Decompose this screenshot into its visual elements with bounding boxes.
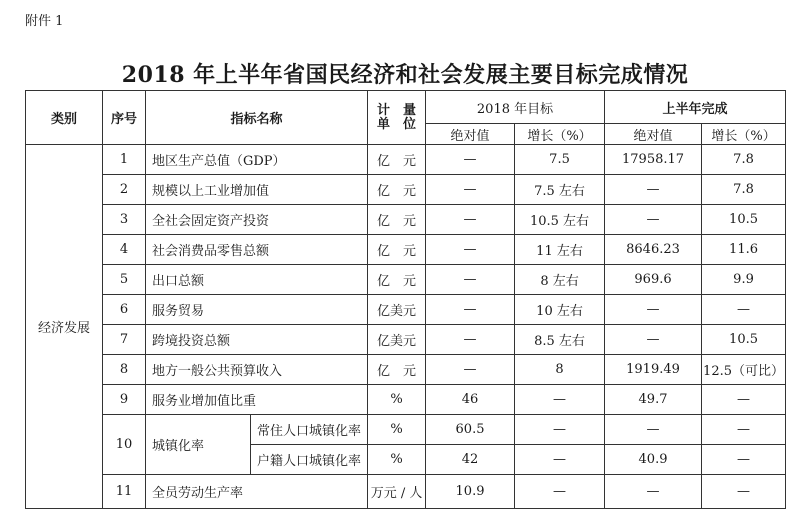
targets-table	[25, 90, 786, 509]
row-actual-growth: 7.8	[702, 175, 786, 205]
row-unit: 亿美元	[368, 295, 426, 325]
row-seq: 7	[103, 325, 146, 355]
row-target-growth: —	[515, 475, 605, 509]
row-actual-growth: —	[702, 475, 786, 509]
row-actual-growth: 10.5	[702, 325, 786, 355]
row-target-growth: 11 左右	[515, 235, 605, 265]
row-target-growth: —	[515, 415, 605, 445]
row-sub-indicator-name: 户籍人口城镇化率	[251, 445, 368, 475]
row-actual-abs: 49.7	[605, 385, 702, 415]
row-actual-abs: 8646.23	[605, 235, 702, 265]
row-actual-growth: —	[702, 385, 786, 415]
row-actual-abs: —	[605, 415, 702, 445]
row-target-abs: 60.5	[426, 415, 515, 445]
row-target-growth: 8.5 左右	[515, 325, 605, 355]
row-unit: 亿 元	[368, 205, 426, 235]
row-indicator-name: 地区生产总值（GDP）	[146, 145, 368, 175]
row-target-abs: —	[426, 235, 515, 265]
row-indicator-name: 服务贸易	[146, 295, 368, 325]
row-seq: 4	[103, 235, 146, 265]
row-indicator-name: 全员劳动生产率	[146, 475, 368, 509]
header-unit-line2: 单 位	[377, 116, 417, 132]
header-seq: 序号	[103, 91, 146, 145]
header-actual-group: 上半年完成	[605, 91, 786, 124]
table-row	[26, 355, 786, 385]
row-seq: 1	[103, 145, 146, 175]
row-seq: 8	[103, 355, 146, 385]
row-unit: %	[368, 415, 426, 445]
row-actual-growth: 10.5	[702, 205, 786, 235]
header-category: 类别	[26, 91, 103, 145]
row-target-growth: 7.5	[515, 145, 605, 175]
row-actual-growth: 7.8	[702, 145, 786, 175]
row-target-growth: 10.5 左右	[515, 205, 605, 235]
row-actual-growth: 9.9	[702, 265, 786, 295]
header-unit-line1: 计 量	[377, 102, 417, 118]
row-target-growth: 7.5 左右	[515, 175, 605, 205]
table-row	[26, 325, 786, 355]
header-target-group: 2018 年目标	[426, 91, 605, 124]
row-target-abs: —	[426, 325, 515, 355]
header-target-growth: 增长（%）	[515, 124, 605, 145]
row-actual-growth: —	[702, 295, 786, 325]
row-actual-growth: 12.5（可比）	[702, 355, 786, 385]
row-actual-abs: —	[605, 295, 702, 325]
table-row	[26, 295, 786, 325]
row-indicator-name: 服务业增加值比重	[146, 385, 368, 415]
row-sub-indicator-name: 常住人口城镇化率	[251, 415, 368, 445]
row-indicator-name: 城镇化率	[146, 415, 251, 475]
row-target-growth: —	[515, 385, 605, 415]
row-actual-growth: —	[702, 445, 786, 475]
row-target-growth: —	[515, 445, 605, 475]
row-unit: 万元 / 人	[368, 475, 426, 509]
table-row	[26, 205, 786, 235]
table-row	[26, 145, 786, 175]
row-actual-abs: —	[605, 175, 702, 205]
row-target-abs: 42	[426, 445, 515, 475]
row-actual-growth: 11.6	[702, 235, 786, 265]
row-indicator-name: 地方一般公共预算收入	[146, 355, 368, 385]
row-actual-growth: —	[702, 415, 786, 445]
page-title: 2018 年上半年省国民经济和社会发展主要目标完成情况	[121, 62, 689, 88]
table-row	[26, 475, 786, 509]
row-indicator-name: 全社会固定资产投资	[146, 205, 368, 235]
row-indicator-name: 规模以上工业增加值	[146, 175, 368, 205]
row-seq: 11	[103, 475, 146, 509]
row-actual-abs: 17958.17	[605, 145, 702, 175]
row-actual-abs: —	[605, 475, 702, 509]
row-unit: 亿 元	[368, 235, 426, 265]
row-target-abs: —	[426, 295, 515, 325]
row-target-growth: 8 左右	[515, 265, 605, 295]
attachment-label: 附件 1	[25, 14, 64, 29]
table-row	[26, 385, 786, 415]
table-row	[26, 175, 786, 205]
row-indicator-name: 跨境投资总额	[146, 325, 368, 355]
row-actual-abs: —	[605, 325, 702, 355]
row-target-abs: 10.9	[426, 475, 515, 509]
table-row	[26, 265, 786, 295]
row-unit: 亿 元	[368, 355, 426, 385]
table-row	[26, 415, 786, 445]
row-target-abs: 46	[426, 385, 515, 415]
table-row	[26, 235, 786, 265]
row-target-abs: —	[426, 145, 515, 175]
header-actual-abs: 绝对值	[605, 124, 702, 145]
row-seq: 10	[103, 415, 146, 475]
row-target-abs: —	[426, 175, 515, 205]
row-seq: 2	[103, 175, 146, 205]
row-unit: 亿 元	[368, 175, 426, 205]
header-actual-growth: 增长（%）	[702, 124, 786, 145]
row-target-growth: 8	[515, 355, 605, 385]
header-target-abs: 绝对值	[426, 124, 515, 145]
row-actual-abs: 969.6	[605, 265, 702, 295]
row-unit: %	[368, 445, 426, 475]
row-target-abs: —	[426, 205, 515, 235]
row-indicator-name: 社会消费品零售总额	[146, 235, 368, 265]
header-indicator: 指标名称	[146, 91, 368, 145]
row-unit: 亿 元	[368, 145, 426, 175]
header-unit	[368, 91, 426, 145]
row-unit: 亿美元	[368, 325, 426, 355]
row-target-growth: 10 左右	[515, 295, 605, 325]
row-seq: 6	[103, 295, 146, 325]
category-cell: 经济发展	[26, 145, 103, 509]
row-indicator-name: 出口总额	[146, 265, 368, 295]
row-target-abs: —	[426, 265, 515, 295]
row-seq: 3	[103, 205, 146, 235]
row-unit: %	[368, 385, 426, 415]
row-actual-abs: 1919.49	[605, 355, 702, 385]
row-target-abs: —	[426, 355, 515, 385]
row-seq: 5	[103, 265, 146, 295]
row-actual-abs: —	[605, 205, 702, 235]
row-seq: 9	[103, 385, 146, 415]
row-unit: 亿 元	[368, 265, 426, 295]
row-actual-abs: 40.9	[605, 445, 702, 475]
